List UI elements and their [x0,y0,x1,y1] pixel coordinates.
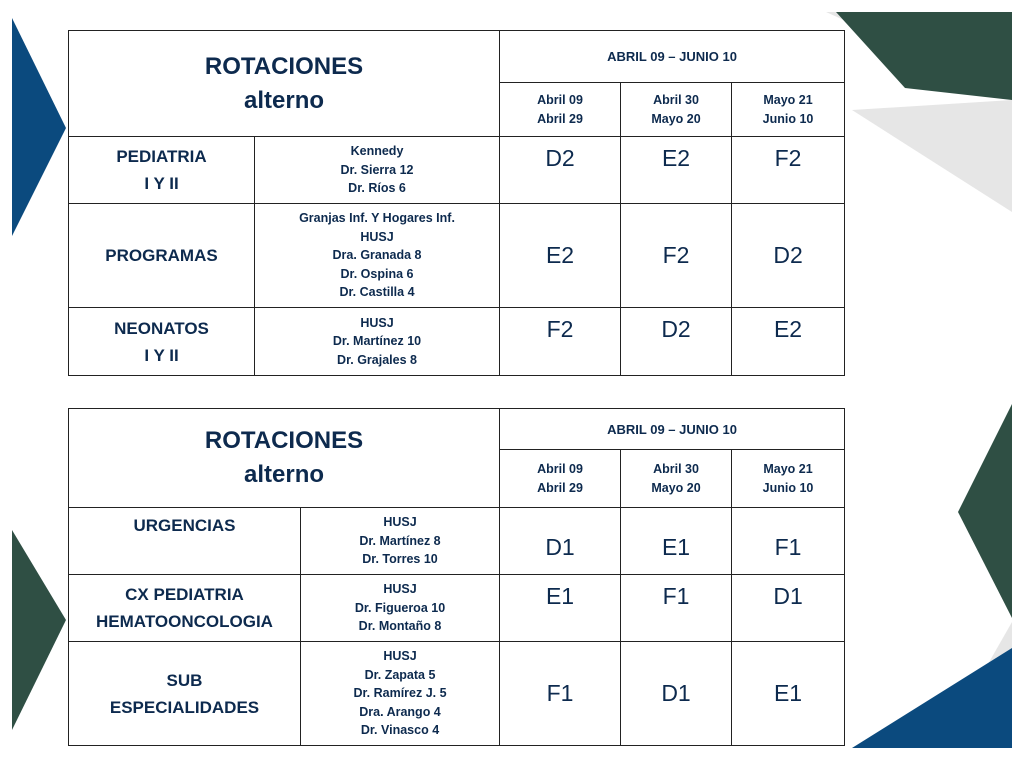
rotations-table-2 [68,408,845,746]
location-line: HUSJ [383,582,417,597]
group-code: F2 [500,308,621,376]
location-cell [255,308,500,376]
location-cell [255,204,500,308]
right-green-shape [836,12,1012,100]
group-code: D1 [732,575,845,642]
group-code: E1 [500,575,621,642]
group-code: D2 [500,137,621,204]
table-row [69,575,845,642]
rotation-label-line: HEMATOONCOLOGIA [96,612,273,631]
table-row [69,642,845,746]
rotation-label-line: URGENCIAS [133,516,236,535]
column-header [500,450,621,508]
doctor-line: Dra. Arango 4 [359,704,441,719]
doctor-line: Dr. Martínez 10 [332,334,422,349]
location-line: HUSJ [360,315,394,330]
doctor-line: Dr. Castilla 4 [339,285,415,300]
location-cell [301,575,500,642]
rotation-label [69,508,301,575]
left-green-triangle [12,530,66,730]
location-line: Kennedy [350,144,404,159]
rotation-label-line: I Y II [144,174,179,193]
table-title-cell [69,409,500,508]
location-line: HUSJ [383,515,417,530]
right-grey-shape-bottom [852,100,1012,212]
location-line: HUSJ [383,649,417,664]
column-header-start: Abril 30 [653,92,699,107]
column-header [732,450,845,508]
table-subtitle: alterno [244,461,325,488]
group-code: E2 [732,308,845,376]
column-header-end: Mayo 20 [651,111,701,126]
column-header-end: Abril 29 [537,480,583,495]
doctor-line: Dr. Torres 10 [362,552,438,567]
column-header-start: Abril 30 [653,461,699,476]
column-header-end: Junio 10 [762,111,814,126]
location-cell [301,642,500,746]
rotation-label-line: PEDIATRIA [116,147,207,166]
group-code: F1 [621,575,732,642]
doctor-line: Dr. Ramírez J. 5 [353,686,447,701]
location-cell [301,508,500,575]
group-code: F2 [621,204,732,308]
rotation-label [69,204,255,308]
rotation-label [69,137,255,204]
group-code: E1 [621,508,732,575]
location-cell [255,137,500,204]
right-navy-shape [852,648,1012,748]
column-header-start: Abril 09 [537,461,583,476]
table-title: ROTACIONES [204,427,364,454]
rotation-label-line: CX PEDIATRIA [125,585,244,604]
group-code: D2 [732,204,845,308]
rotation-label-line: I Y II [144,345,179,365]
group-code: D1 [621,642,732,746]
table-row [69,508,845,575]
column-header-end: Abril 29 [537,111,583,126]
table-row [69,308,845,376]
column-header [500,83,621,137]
group-code: E2 [621,137,732,204]
doctor-line: Dr. Vinasco 4 [360,723,440,738]
table-subtitle: alterno [244,86,325,114]
rotation-label [69,642,301,746]
column-header [621,450,732,508]
period-header: ABRIL 09 – JUNIO 10 [500,409,845,450]
period-header: ABRIL 09 – JUNIO 10 [500,31,845,83]
doctor-line: Dr. Ospina 6 [340,266,414,281]
group-code: F1 [500,642,621,746]
doctor-line: Dr. Ríos 6 [348,181,406,196]
column-header [732,83,845,137]
doctor-line: Dr. Figueroa 10 [354,600,446,615]
group-code: E2 [500,204,621,308]
doctor-line: Dr. Zapata 5 [364,667,436,682]
doctor-line: Dr. Montaño 8 [358,619,442,634]
doctor-line: Dr. Grajales 8 [337,352,417,367]
table-title: ROTACIONES [204,52,364,80]
table-row [69,204,845,308]
rotation-label-line: NEONATOS [114,318,209,338]
table-row [69,137,845,204]
rotation-label-line: ESPECIALIDADES [109,697,260,717]
column-header-end: Mayo 20 [651,480,701,495]
doctor-line: Dr. Martínez 8 [359,533,441,548]
group-code: D1 [500,508,621,575]
table-title-cell [69,31,500,137]
group-code: F2 [732,137,845,204]
left-navy-triangle [12,18,66,236]
column-header-start: Abril 09 [537,92,583,107]
rotations-table-1 [68,30,845,376]
column-header-start: Mayo 21 [763,92,813,107]
group-code: D2 [621,308,732,376]
location-line: HUSJ [360,229,394,244]
right-green-triangle [958,404,1012,618]
rotation-label [69,575,301,642]
group-code: E1 [732,642,845,746]
location-line: Granjas Inf. Y Hogares Inf. [299,211,455,226]
column-header-end: Junio 10 [762,480,814,495]
rotation-label-line: SUB [166,670,203,690]
rotation-label-line: PROGRAMAS [105,246,218,265]
rotation-label [69,308,255,376]
column-header-start: Mayo 21 [763,461,813,476]
doctor-line: Dra. Granada 8 [332,248,422,263]
column-header [621,83,732,137]
doctor-line: Dr. Sierra 12 [340,162,414,177]
group-code: F1 [732,508,845,575]
